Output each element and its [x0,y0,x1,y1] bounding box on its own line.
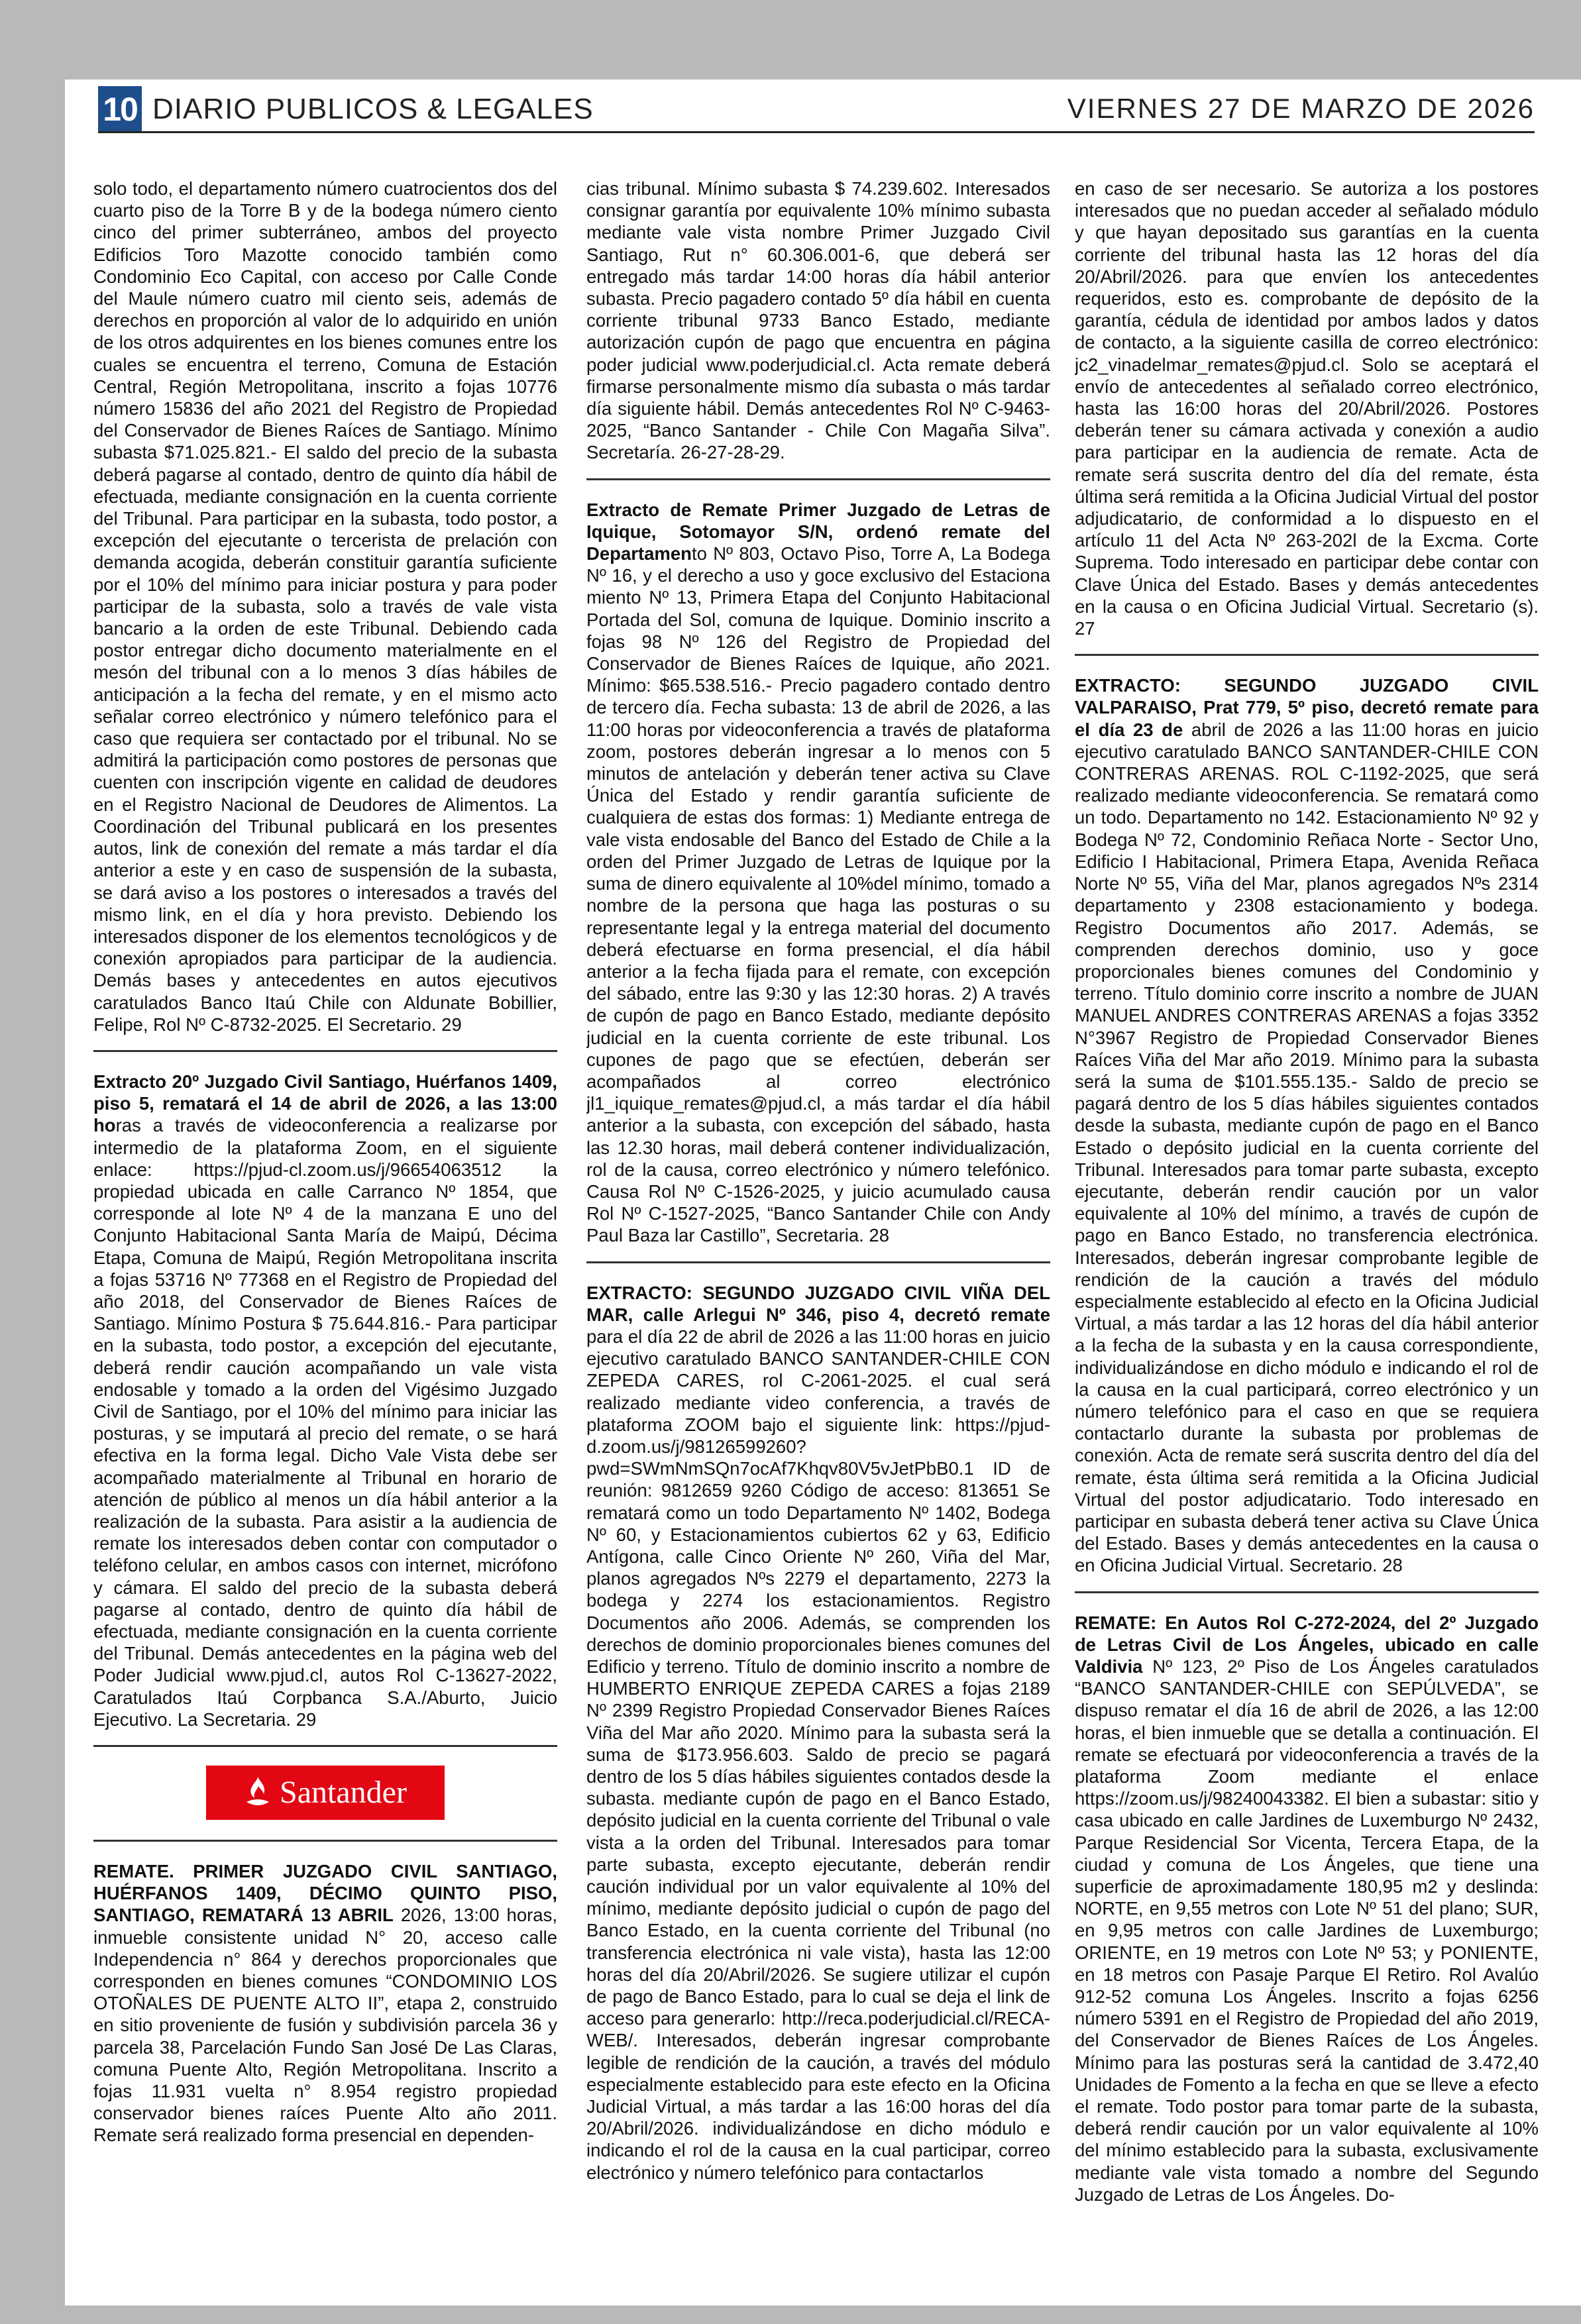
header-rule [98,131,1535,133]
notice-heading: Extracto de Remate Primer Juzgado de Letras de Iquique, Sotomayor S/N, ordenó remate del Departamen [586,499,1050,564]
notice-heading: Extracto 20º Juzgado Civil Santiago, Huérfanos 1409, piso 5, rematará el 14 de abril de 2026, a las 13:00 ho [93,1071,557,1136]
notice-primer-juzgado-santiago [93,1860,557,2146]
newspaper-title: DIARIO PUBLICOS & LEGALES [152,93,594,125]
notice-body: to Nº 803, Octavo Piso, Torre A, La Bodega Nº 16, y el derecho a uso y goce exclusivo del Estaciona miento Nº 13, Primera Etapa del Conjunto Habitacional Portada del Sol, comuna de Iquique. Dominio inscrito a fojas 98 Nº 126 del Registro de Propiedad del Conservador de Bienes Raíces de Iquique, año 2021. Mínimo: $65.538.516.- Precio pagadero contado dentro de tercero día. Fecha subasta: 13 de abril de 2026, a las 11:00 horas por videoconferencia a través de plataforma zoom, postores deberán ingresar a lo menos con 5 minutos de antelación y deberán tener activa su Clave Única del Estado y rendir garantía suficiente de cualquiera de estas dos formas: 1) Mediante entrega de vale vista endosable del Banco del Estado de Chile a la orden del Primer Juzgado de Letras de Iquique por la suma de dinero equivalente al 10%del mínimo, tomado a nombre de la persona que haga las posturas o su representante legal y la entrega material del documento deberá efectuarse en forma presencial, el día hábil anterior a la fecha fijada para el remate, con excepción del sábado, entre las 9:30 y las 12:30 horas. 2) A través de cupón de pago en Banco Estado, mediante depósito judicial en la cuenta corriente de este tribunal. Los cupones de pago que se efectúen, deberán ser acompañados al correo electrónico jl1_iquique_remates@pjud.cl, a más tardar el día hábil anterior a la subasta, con excepción del sábado, hasta las 12.30 horas, mail deberá contener individualización, rol de la causa, correo electrónico y número telefónico. Causa Rol Nº C-1526-2025, y juicio acumulado causa Rol Nº C-1527-2025, “Banco Santander Chile con Andy Paul Baza lar Castillo”, Secretaria. 28 [586,543,1050,1246]
notice-separator [93,1745,557,1747]
notice-heading: EXTRACTO: SEGUNDO JUZGADO CIVIL VALPARAISO, Prat 779, 5º piso, decretó remate para el día 23 de [1075,675,1539,740]
notice-20-juzgado-santiago [93,1071,557,1730]
issue-date: VIERNES 27 DE MARZO DE 2026 [1067,93,1535,124]
notice-separator [586,478,1050,480]
notice-body: solo todo, el departamento número cuatrocientos dos del cuarto piso de la Torre B y de la bodega número ciento cinco del primer subterráneo, ambos del proyecto Edificios Toro Mazotte conocido también como Condominio Eco Capital, con acceso por Calle Conde del Maule número cuatro mil ciento seis, además de derechos en proporción al valor de lo adquirido en unión de los otros adquirentes en los bienes comunes entre los cuales se encuentra el terreno, Comuna de Estación Central, Región Metropolitana, inscrito a fojas 10776 número 15836 del año 2021 del Registro de Propiedad del Conservador de Bienes Raíces de Santiago. Mínimo subasta $71.025.821.- El saldo del precio de la subasta deberá pagarse al contado, dentro de quinto día hábil de efectuada, mediante consignación en la cuenta corriente del Tribunal. Para participar en la subasta, todo postor, a excepción del ejecutante o tercerista de prelación con demanda acogida, deberán constituir garantía suficiente por el 10% del mínimo para iniciar postura y para poder participar de la subasta, solo a través de vale vista bancario a la orden de este Tribunal. Debiendo cada postor entregar dicho documento materialmente en el mesón del tribunal con a lo menos 3 días hábiles de anticipación a la fecha del remate, y en el mismo acto señalar correo electrónico y número telefónico para el caso que requiera ser contactado por el tribunal. No se admitirá la participación como postores de personas que cuenten con inscripción vigente en calidad de deudores en el Registro Nacional de Deudores de Alimentos. La Coordinación del Tribunal publicará en los presentes autos, link de conexión del remate a más tardar el día anterior a este y en caso de suspensión de la subasta, se dará aviso a los postores o interesados a través del mismo link, en el día y hora previsto. Debiendo los interesados disponer de los elementos tecnológicos y de conexión apropiados para participar de la audiencia. Demás bases y antecedentes en autos ejecutivos caratulados Banco Itaú Chile con Aldunate Bobillier, Felipe, Rol Nº C-8732-2025. El Secretario. 29 [93,178,557,1035]
flame-icon [244,1775,272,1810]
notice-continuation [1075,178,1539,639]
notice-separator [586,1261,1050,1263]
column-1 [93,178,557,2245]
notice-continuation [93,178,557,1035]
notice-body: cias tribunal. Mínimo subasta $ 74.239.602. Interesados consignar garantía por equivalente 10% mínimo subasta mediante vale vista nombre Primer Juzgado Civil Santiago, Rut n° 60.306.001-6, que deberá ser entregado más tardar 14:00 horas día hábil anterior subasta. Precio pagadero contado 5º día hábil en cuenta corriente tribunal 9733 Banco Estado, mediante autorización cupón de pago que encuentra en página poder judicial www.poderjudicial.cl. Acta remate deberá firmarse personalmente mismo día subasta o más tardar día siguiente hábil. Demás antecedentes Rol Nº C-9463-2025, “Banco Santander - Chile Con Magaña Silva”. Secretaría. 26-27-28-29. [586,178,1050,463]
notice-body: abril de 2026 a las 11:00 horas en juicio ejecutivo caratulado BANCO SANTANDER-CHILE CON CONTRERAS ARENAS. ROL C-1192-2025, que será realizado mediante videoconferencia. Se rematará como un todo. Departamento no 142. Estacionamiento Nº 92 y Bodega Nº 72, Condominio Reñaca Norte - Sector Uno, Edificio I Habitacional, Primera Etapa, Avenida Reñaca Norte Nº 55, Viña del Mar, planos agregados Nºs 2314 departamento y 2308 estacionamiento y bodega. Registro Documentos año 2017. Además, se comprenden derechos dominio, uso y goce proporcionales bienes comunes del Condominio y terreno. Título dominio corre inscrito a nombre de JUAN MANUEL ANDRES CONTRERAS ARENAS a fojas 3352 N°3967 Registro de Propiedad Conservador Bienes Raíces Viña del Mar año 2019. Mínimo para la subasta será la suma de $101.555.135.- Saldo de precio se pagará dentro de los 5 días hábiles siguientes contados desde la subasta, mediante cupón de pago en el Banco Estado o depósito judicial en la cuenta corriente del Tribunal. Interesados para tomar parte subasta, excepto ejecutante, deberán rendir caución por un valor equivalente al 10% del mínimo, a través de cupón de pago en Banco Estado, no transferencia electrónica. Interesados, deberán ingresar comprobante legible de rendición de la caución a través del módulo especialmente establecido al efecto en la Oficina Judicial Virtual, a más tardar a las 12 horas del día hábil anterior a la fecha de la subasta y en la causa correspondiente, individualizándose en dicho módulo e indicando el rol de la causa en la cual participará, correo electrónico y un número telefónico para el caso en que se requiera contactarlo durante la subasta por problemas de conexión. Acta de remate será suscrita dentro del día del remate, ésta última será remitida a la Oficina Judicial Virtual del postor adjudicatario. Todo interesado en participar en subasta deberá tener activa su Clave Única del Estado. Bases y demás antecedentes en la causa o en Oficina Judicial Virtual. Secretario. 28 [1075,719,1539,1576]
notice-valparaiso [1075,674,1539,1576]
notice-body: para el día 22 de abril de 2026 a las 11:00 horas en juicio ejecutivo caratulado BANCO SANTANDER-CHILE CON ZEPEDA CARES, rol C-2061-2025. el cual será realizado mediante video conferencia, a través de plataforma ZOOM bajo el siguiente link: https://pjud-d.zoom.us/j/98126599260?pwd=SWmNmSQn7ocAf7Khqv80V5vJetPbB0.1 ID de reunión: 9812659 9260 Código de acceso: 813651 Se rematará como un todo Departamento Nº 1402, Bodega Nº 60, y Estacionamientos cubiertos 62 y 63, Edificio Antígona, calle Cinco Oriente Nº 260, Viña del Mar, planos agregados Nºs 2279 el departamento, 2273 la bodega y 2274 los estacionamientos. Registro Documentos año 2006. Además, se comprenden los derechos de dominio proporcionales bienes comunes del Edificio y terreno. Título de dominio inscrito a nombre de HUMBERTO ENRIQUE ZEPEDA CARES a fojas 2189 Nº 2399 Registro Propiedad Conservador Bienes Raíces Viña del Mar año 2020. Mínimo para la subasta será la suma de $173.956.603. Saldo de precio se pagará dentro de los 5 días hábiles siguientes contados desde la subasta. mediante cupón de pago en el Banco Estado, depósito judicial en la cuenta corriente del Tribunal o vale vista a la orden del Tribunal. Interesados para tomar parte subasta, excepto ejecutante, deberán rendir caución individual por un valor equivalente al 10% del mínimo, mediante depósito judicial o cupón de pago del Banco Estado, en la cuenta corriente del Tribunal (no transferencia electrónica ni vale vista), hasta las 12:00 horas del día 20/Abril/2026. Se sugiere utilizar el cupón de pago de Banco Estado, para lo cual se deja el link de acceso para generarlo: http://reca.poderjudicial.cl/RECA-WEB/. Interesados, deberán ingresar comprobante legible de rendición de la caución, a través del módulo especialmente establecido para este efecto en la Oficina Judicial Virtual, a más tardar a las 16:00 horas del día 20/Abril/2026. individualizándose en dicho módulo e indicando el rol de la causa en la cual participar, correo electrónico y número telefónico para contactarlos [586,1326,1050,2183]
notice-body: ras a través de videoconferencia a realizarse por intermedio de la plataforma Zoom, en el siguiente enlace: https://pjud-cl.zoom.us/j/96654063512 la propiedad ubicada en calle Carranco Nº 1854, que corresponde al lote Nº 4 de la manzana E uno del Conjunto Habitacional Santa María de Maipú, Décima Etapa, Comuna de Maipú, Región Metropolitana inscrita a fojas 53716 Nº 77368 en el Registro de Propiedad del año 2018, del Conservador de Bienes Raíces de Santiago. Mínimo Postura $ 75.644.816.- Para participar en la subasta, todo postor, a excepción del ejecutante, deberá rendir caución acompañando un vale vista endosable y tomado a la orden del Vigésimo Juzgado Civil de Santiago, por el 10% del mínimo para iniciar las posturas, y se imputará al precio del remate, o se hará efectiva en la forma legal. Dicho Vale Vista debe ser acompañado materialmente al Tribunal en horario de atención de público al menos un día hábil anterior a la realización de la subasta. Para asistir a la audiencia de remate los interesados deben contar con computador o teléfono celular, en ambos casos con internet, micrófono y cámara. El saldo del precio de la subasta deberá pagarse al contado, dentro de quinto día hábil de efectuada, mediante consignación en la cuenta corriente del Tribunal. Demás antecedentes en la página web del Poder Judicial www.pjud.cl, autos Rol C-13627-2022, Caratulados Itaú Corpbanca S.A./Aburto, Juicio Ejecutivo. La Secretaria. 29 [93,1115,557,1730]
column-2 [586,178,1050,2245]
notice-vina-del-mar [586,1282,1050,2184]
notice-heading: REMATE: En Autos Rol C-272-2024, del 2º Juzgado de Letras Civil de Los Ángeles, ubicado en calle Valdivia [1075,1612,1539,1677]
page-number-badge: 10 [98,86,142,132]
santander-logo [93,1766,557,1820]
notice-separator [93,1050,557,1052]
santander-logo-box [206,1766,445,1820]
notice-body: en caso de ser necesario. Se autoriza a los postores interesados que no puedan acceder al señalado módulo y que hayan depositado sus garantías en la cuenta corriente del tribunal hasta las 12 horas del día 20/Abril/2026. para que envíen los antecedentes requeridos, esto es. comprobante de depósito de la garantía, cédula de identidad por ambos lados y datos de contacto, a la siguiente casilla de correo electrónico: jc2_vinadelmar_remates@pjud.cl. Solo se aceptará el envío de antecedentes al señalado correo electrónico, hasta las 16:00 horas del 20/Abril/2026. Postores deberán tener su cámara activada y conexión a audio para participar en la audiencia de remate. Acta de remate será suscrita dentro del día del remate, ésta última será remitida a la Oficina Judicial Virtual del postor adjudicatario, de conformidad a lo dispuesto en el artículo 11 del Acta Nº 263-202l de la Excma. Corte Suprema. Todo interesado en participar debe contar con Clave Única del Estado. Bases y demás antecedentes en la causa o en Oficina Judicial Virtual. Secretario (s). 27 [1075,178,1539,639]
santander-wordmark: Santander [280,1775,407,1811]
notice-separator [1075,654,1539,656]
notice-heading: REMATE. PRIMER JUZGADO CIVIL SANTIAGO, HUÉRFANOS 1409, DÉCIMO QUINTO PISO, SANTIAGO, REMATARÁ 13 ABRIL [93,1861,557,1926]
notice-body: Nº 123, 2º Piso de Los Ángeles caratulados “BANCO SANTANDER-CHILE con SEPÚLVEDA”, se dispuso rematar el día 16 de abril de 2026, a las 12:00 horas, el bien inmueble que se detalla a continuación. El remate se efectuará por videoconferencia a través de la plataforma Zoom mediante el enlace https://zoom.us/j/98240043382. El bien a subastar: sitio y casa ubicado en calle Jardines de Luxemburgo Nº 2432, Parque Residencial Sor Vicenta, Tercera Etapa, de la ciudad y comuna de Los Ángeles, que tiene una superficie de aproximadamente 180,95 m2 y deslinda: NORTE, en 9,55 metros con Lote Nº 51 del plano; SUR, en 9,95 metros con calle Jardines de Luxemburgo; ORIENTE, en 19 metros con Lote Nº 53; y PONIENTE, en 18 metros con Pasaje Parque El Retiro. Rol Avalúo 912-52 comuna Los Ángeles. Inscrito a fojas 6256 número 5391 en el Registro de Propiedad del año 2019, del Conservador de Bienes Raíces de Los Ángeles. Mínimo para las posturas será la cantidad de 3.472,40 Unidades de Fomento a la fecha en que se lleve a efecto el remate. Todo postor para tomar parte de la subasta, deberá rendir caución por un valor equivalente al 10% del mínimo establecido para la subasta, exclusivamente mediante vale vista tomado a nombre del Segundo Juzgado de Letras de Los Ángeles. Do- [1075,1656,1539,2205]
column-3 [1075,178,1539,2245]
notice-los-angeles [1075,1612,1539,2205]
notice-separator [1075,1591,1539,1593]
notice-body: 2026, 13:00 horas, inmueble consistente unidad N° 20, acceso calle Independencia n° 864 y derechos proporcionales que corresponden en bienes comunes “CONDOMINIO LOS OTOÑALES DE PUENTE ALTO II”, etapa 2, construido en sitio proveniente de fusión y subdivisión parcela 36 y parcela 38, Parcelación Fundo San José De Las Claras, comuna Puente Alto, Región Metropolitana. Inscrito a fojas 11.931 vuelta n° 8.954 registro propiedad conservador bienes raíces Puente Alto año 2011. Remate será realizado forma presencial en dependen- [93,1905,557,2146]
notice-heading: EXTRACTO: SEGUNDO JUZGADO CIVIL VIÑA DEL MAR, calle Arlegui Nº 346, piso 4, decretó remate [586,1282,1050,1325]
notice-continuation [586,178,1050,464]
notice-iquique [586,499,1050,1247]
notice-separator [93,1840,557,1842]
